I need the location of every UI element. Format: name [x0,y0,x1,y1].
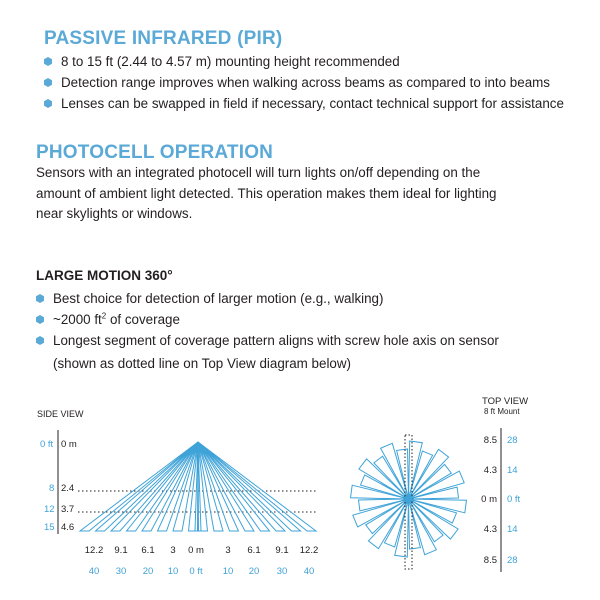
side-distance-ft-6: 20 [248,566,260,577]
side-distance-ft-7: 30 [276,566,288,577]
side-height-ft-1: 8 [49,483,55,494]
side-distance-m-4: 0 m [188,545,204,556]
large-motion-bullet-1: ~2000 $ft^2$ of coverage [36,310,499,330]
top-beam-5 [409,499,421,549]
side-distance-ft-5: 10 [222,566,234,577]
side-distance-ft-4: 0 ft [189,566,203,577]
top-scale-ft-3: 14 [507,524,518,535]
side-distance-m-1: 9.1 [114,545,128,556]
top-view-subtitle: 8 ft Mount [484,407,520,416]
side-height-ft-0: 0 ft [40,439,54,450]
top-beam-11 [359,499,409,511]
top-scale-m-3: 4.3 [483,524,497,535]
top-scale-ft-2: 0 ft [507,494,521,505]
side-height-m-1: 2.4 [61,483,75,494]
photocell-title: PHOTOCELL OPERATION [36,142,274,163]
large-motion-note: (shown as dotted line on Top View diagram below) [53,356,351,371]
side-distance-ft-3: 10 [167,566,179,577]
top-scale-ft-0: 28 [507,435,518,446]
top-scale-m-2: 0 m [481,494,497,505]
photocell-text: Sensors with an integrated photocell will turn lights on/off depending on the amount of ambient light detected. This operation makes them ideal for lighting near skylights or windows. [36,165,497,221]
pir-bullet-0: 8 to 15 ft (2.44 to 4.57 m) mounting height recommended [44,52,564,72]
side-distance-ft-8: 40 [303,566,315,577]
side-distance-m-5: 3 [225,545,231,556]
top-scale-m-0: 8.5 [483,435,497,446]
side-distance-m-3: 3 [170,545,176,556]
pir-bullet-1: Detection range improves when walking across beams as compared to into beams [44,73,564,93]
top-view-title: TOP VIEW [482,396,529,407]
side-distance-m-7: 9.1 [275,545,289,556]
side-distance-m-0: 12.2 [84,545,104,556]
side-height-ft-2: 12 [44,504,55,515]
pir-bullet-2: Lenses can be swapped in field if necessary, contact technical support for assistance [44,94,564,114]
top-scale-m-1: 4.3 [483,465,497,476]
side-distance-ft-1: 30 [115,566,127,577]
large-motion-bullet-2: Longest segment of coverage pattern aligns with screw hole axis on sensor [36,331,499,351]
side-height-ft-3: 15 [44,522,55,533]
side-distance-m-8: 12.2 [299,545,319,556]
side-height-m-2: 3.7 [61,504,75,515]
side-view-title: SIDE VIEW [37,409,84,419]
top-beam-23 [409,487,459,499]
pir-title: PASSIVE INFRARED (PIR) [44,28,283,49]
top-scale-m-4: 8.5 [483,555,497,566]
side-height-m-3: 4.6 [61,522,75,533]
sensor-center [405,495,413,503]
top-scale-ft-1: 14 [507,465,518,476]
large-motion-bullet-0: Best choice for detection of larger motion (e.g., walking) [36,289,499,309]
top-beam-17 [397,449,409,499]
side-distance-ft-2: 20 [142,566,154,577]
side-distance-ft-0: 40 [88,566,100,577]
side-height-m-0: 0 m [61,439,77,450]
top-scale-ft-4: 28 [507,555,518,566]
side-distance-m-2: 6.1 [141,545,155,556]
large-motion-title: LARGE MOTION 360° [36,268,173,283]
side-distance-m-6: 6.1 [247,545,261,556]
